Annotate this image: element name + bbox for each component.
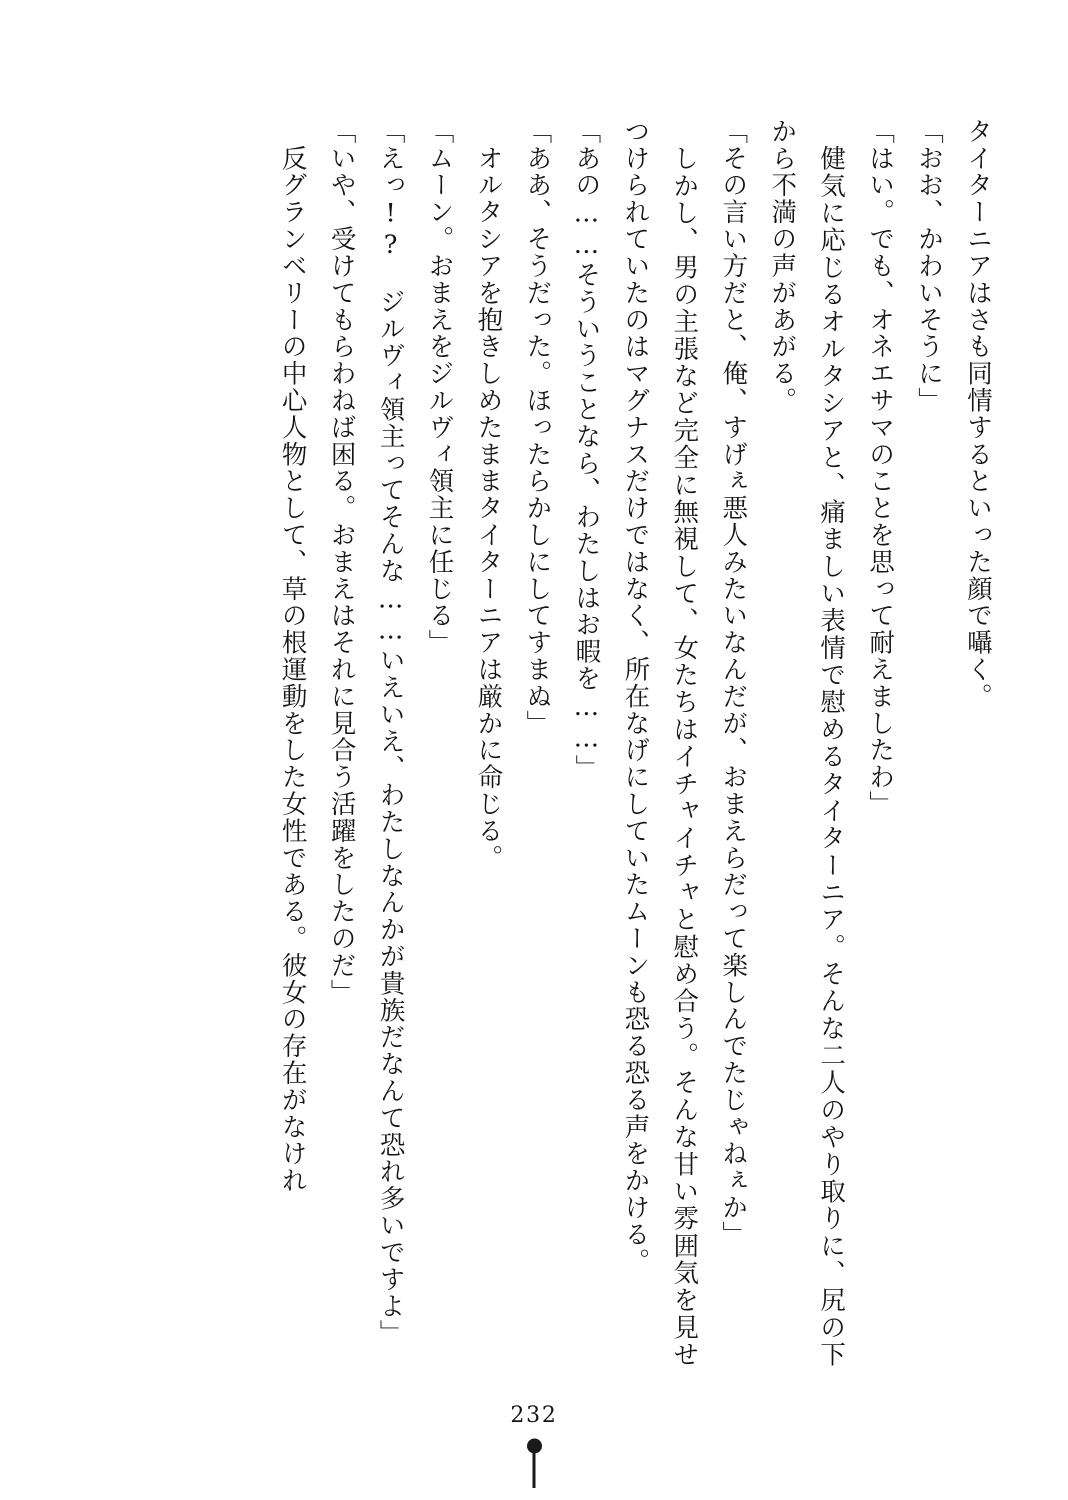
paragraph: 「あの……そういうことなら、わたしはお暇を……」 xyxy=(571,118,602,782)
paragraph: しかし、男の主張など完全に無視して、女たちはイチャイチャと慰め合う。そんな甘い雰囲気を見せつけられていたのはマグナスだけではなく、所在なげにしていたムーンも恐る恐る声をかける。 xyxy=(620,118,700,1368)
page-number: 232 xyxy=(510,1403,558,1428)
paragraph: 「えっ!? ジルヴィ領主ってそんな……いえいえ、わたしなんかが貴族だなんて恐れ多いですよ」 xyxy=(375,118,406,1347)
paragraph: 健気に応じるオルタシアと、痛ましい表情で慰めるタイターニア。そんな二人のやり取りに、尻の下から不満の声があがる。 xyxy=(767,118,847,1368)
paragraph: 「ムーン。おまえをジルヴィ領主に任じる」 xyxy=(424,118,455,657)
paragraph: オルタシアを抱きしめたままタイターニアは厳かに命じる。 xyxy=(473,118,504,872)
footer-ornament-icon xyxy=(533,1446,536,1488)
page-body-text xyxy=(142,118,1002,1368)
paragraph: 「いや、受けてもらわねば困る。おまえはそれに見合う活躍をしたのだ」 xyxy=(326,118,357,1006)
paragraph: 「ああ、そうだった。ほったらかしにしてすまぬ」 xyxy=(522,118,553,737)
paragraph: タイターニアはさも同情するといった顔で囁く。 xyxy=(963,118,993,710)
paragraph: 「その言い方だと、俺、すげぇ悪人みたいなんだが、おまえらだって楽しんでたじゃねぇか」 xyxy=(718,118,749,1248)
paragraph: 「はい。でも、オネエサマのことを思って耐えましたわ」 xyxy=(865,118,896,818)
paragraph: 反グランベリーの中心人物として、草の根運動をした女性である。彼女の存在がなけれ xyxy=(277,118,308,1195)
paragraph: 「おお、かわいそうに」 xyxy=(914,118,945,414)
